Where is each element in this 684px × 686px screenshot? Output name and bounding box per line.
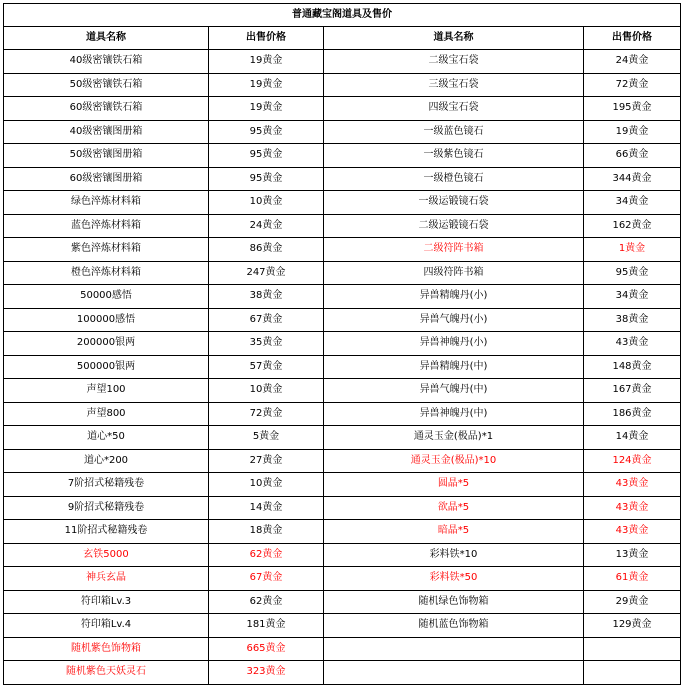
right-item-price: 66黄金 bbox=[584, 144, 681, 168]
left-item-name: 200000银两 bbox=[4, 332, 209, 356]
left-item-name: 玄铁5000 bbox=[4, 543, 209, 567]
left-item-name: 符印箱Lv.3 bbox=[4, 590, 209, 614]
right-item-name: 随机绿色饰物箱 bbox=[324, 590, 584, 614]
table-row bbox=[4, 402, 681, 426]
left-item-price: 10黄金 bbox=[209, 191, 324, 215]
right-item-name: 异兽神魄丹(小) bbox=[324, 332, 584, 356]
table-row bbox=[4, 614, 681, 638]
right-item-name: 四级符阵书箱 bbox=[324, 261, 584, 285]
left-item-name: 绿色淬炼材料箱 bbox=[4, 191, 209, 215]
table-row bbox=[4, 661, 681, 685]
left-item-price: 95黄金 bbox=[209, 167, 324, 191]
table-row bbox=[4, 285, 681, 309]
right-item-name bbox=[324, 661, 584, 685]
left-item-price: 181黄金 bbox=[209, 614, 324, 638]
left-item-price: 27黄金 bbox=[209, 449, 324, 473]
left-item-name: 紫色淬炼材料箱 bbox=[4, 238, 209, 262]
table-row bbox=[4, 308, 681, 332]
left-item-price: 247黄金 bbox=[209, 261, 324, 285]
right-item-price: 162黄金 bbox=[584, 214, 681, 238]
right-item-price: 129黄金 bbox=[584, 614, 681, 638]
table-row bbox=[4, 50, 681, 74]
left-item-name: 11阶招式秘籍残卷 bbox=[4, 520, 209, 544]
left-item-name: 7阶招式秘籍残卷 bbox=[4, 473, 209, 497]
header-item-name-left: 道具名称 bbox=[4, 27, 209, 50]
header-price-right: 出售价格 bbox=[584, 27, 681, 50]
right-item-name: 一级蓝色镜石 bbox=[324, 120, 584, 144]
table-body bbox=[4, 50, 681, 685]
left-item-name: 声望800 bbox=[4, 402, 209, 426]
right-item-name: 一级橙色镜石 bbox=[324, 167, 584, 191]
right-item-price: 167黄金 bbox=[584, 379, 681, 403]
left-item-name: 100000感悟 bbox=[4, 308, 209, 332]
right-item-price: 34黄金 bbox=[584, 191, 681, 215]
header-row bbox=[4, 27, 681, 50]
left-item-price: 62黄金 bbox=[209, 543, 324, 567]
left-item-price: 67黄金 bbox=[209, 567, 324, 591]
table-row bbox=[4, 473, 681, 497]
table-title: 普通藏宝阁道具及售价 bbox=[3, 3, 681, 26]
left-item-price: 665黄金 bbox=[209, 637, 324, 661]
left-item-price: 67黄金 bbox=[209, 308, 324, 332]
right-item-price: 24黄金 bbox=[584, 50, 681, 74]
right-item-price: 19黄金 bbox=[584, 120, 681, 144]
left-item-name: 50000感悟 bbox=[4, 285, 209, 309]
table-row bbox=[4, 332, 681, 356]
table-row bbox=[4, 449, 681, 473]
table-row bbox=[4, 426, 681, 450]
table-row bbox=[4, 379, 681, 403]
left-item-name: 随机紫色饰物箱 bbox=[4, 637, 209, 661]
table-row bbox=[4, 590, 681, 614]
right-item-price: 29黄金 bbox=[584, 590, 681, 614]
left-item-name: 50级密镶铁石箱 bbox=[4, 73, 209, 97]
left-item-name: 500000银两 bbox=[4, 355, 209, 379]
left-item-price: 19黄金 bbox=[209, 50, 324, 74]
left-item-price: 18黄金 bbox=[209, 520, 324, 544]
left-item-price: 72黄金 bbox=[209, 402, 324, 426]
left-item-name: 9阶招式秘籍残卷 bbox=[4, 496, 209, 520]
right-item-name: 二级符阵书箱 bbox=[324, 238, 584, 262]
right-item-name: 通灵玉金(极品)*10 bbox=[324, 449, 584, 473]
right-item-price: 43黄金 bbox=[584, 496, 681, 520]
right-item-name: 三级宝石袋 bbox=[324, 73, 584, 97]
left-item-name: 60级密镶图册箱 bbox=[4, 167, 209, 191]
table-row bbox=[4, 355, 681, 379]
right-item-name: 四级宝石袋 bbox=[324, 97, 584, 121]
right-item-name: 通灵玉金(极品)*1 bbox=[324, 426, 584, 450]
left-item-price: 38黄金 bbox=[209, 285, 324, 309]
right-item-price: 43黄金 bbox=[584, 332, 681, 356]
left-item-price: 86黄金 bbox=[209, 238, 324, 262]
left-item-name: 50级密镶图册箱 bbox=[4, 144, 209, 168]
left-item-price: 24黄金 bbox=[209, 214, 324, 238]
table-row bbox=[4, 97, 681, 121]
right-item-name: 异兽气魄丹(小) bbox=[324, 308, 584, 332]
left-item-name: 神兵玄晶 bbox=[4, 567, 209, 591]
right-item-price: 195黄金 bbox=[584, 97, 681, 121]
right-item-name: 二级宝石袋 bbox=[324, 50, 584, 74]
left-item-price: 19黄金 bbox=[209, 97, 324, 121]
left-item-name: 40级密镶铁石箱 bbox=[4, 50, 209, 74]
right-item-name: 一级运锻镜石袋 bbox=[324, 191, 584, 215]
right-item-price bbox=[584, 661, 681, 685]
right-item-name: 随机蓝色饰物箱 bbox=[324, 614, 584, 638]
right-item-price: 43黄金 bbox=[584, 520, 681, 544]
right-item-price: 344黄金 bbox=[584, 167, 681, 191]
left-item-price: 57黄金 bbox=[209, 355, 324, 379]
table-row bbox=[4, 144, 681, 168]
table-row bbox=[4, 520, 681, 544]
right-item-name bbox=[324, 637, 584, 661]
table-row bbox=[4, 167, 681, 191]
left-item-price: 35黄金 bbox=[209, 332, 324, 356]
table-row bbox=[4, 214, 681, 238]
left-item-name: 随机紫色天妖灵石 bbox=[4, 661, 209, 685]
table-row bbox=[4, 496, 681, 520]
left-item-name: 60级密镶铁石箱 bbox=[4, 97, 209, 121]
left-item-price: 19黄金 bbox=[209, 73, 324, 97]
table-row bbox=[4, 120, 681, 144]
left-item-name: 道心*200 bbox=[4, 449, 209, 473]
right-item-price: 95黄金 bbox=[584, 261, 681, 285]
right-item-price: 72黄金 bbox=[584, 73, 681, 97]
right-item-price: 34黄金 bbox=[584, 285, 681, 309]
table-row bbox=[4, 191, 681, 215]
left-item-price: 10黄金 bbox=[209, 379, 324, 403]
table-row bbox=[4, 543, 681, 567]
left-item-price: 323黄金 bbox=[209, 661, 324, 685]
right-item-name: 二级运锻镜石袋 bbox=[324, 214, 584, 238]
right-item-price: 61黄金 bbox=[584, 567, 681, 591]
right-item-name: 暗晶*5 bbox=[324, 520, 584, 544]
right-item-name: 圆晶*5 bbox=[324, 473, 584, 497]
right-item-name: 异兽精魄丹(小) bbox=[324, 285, 584, 309]
header-item-name-right: 道具名称 bbox=[324, 27, 584, 50]
left-item-price: 62黄金 bbox=[209, 590, 324, 614]
right-item-name: 一级紫色镜石 bbox=[324, 144, 584, 168]
right-item-price bbox=[584, 637, 681, 661]
right-item-price: 13黄金 bbox=[584, 543, 681, 567]
header-price-left: 出售价格 bbox=[209, 27, 324, 50]
table-row bbox=[4, 73, 681, 97]
left-item-price: 14黄金 bbox=[209, 496, 324, 520]
right-item-price: 124黄金 bbox=[584, 449, 681, 473]
right-item-price: 43黄金 bbox=[584, 473, 681, 497]
right-item-name: 异兽精魄丹(中) bbox=[324, 355, 584, 379]
right-item-name: 欲晶*5 bbox=[324, 496, 584, 520]
left-item-price: 10黄金 bbox=[209, 473, 324, 497]
left-item-name: 声望100 bbox=[4, 379, 209, 403]
left-item-name: 橙色淬炼材料箱 bbox=[4, 261, 209, 285]
table-row bbox=[4, 637, 681, 661]
right-item-price: 1黄金 bbox=[584, 238, 681, 262]
table-row bbox=[4, 567, 681, 591]
table-row bbox=[4, 261, 681, 285]
right-item-name: 异兽气魄丹(中) bbox=[324, 379, 584, 403]
table-row bbox=[4, 238, 681, 262]
left-item-name: 道心*50 bbox=[4, 426, 209, 450]
left-item-price: 5黄金 bbox=[209, 426, 324, 450]
price-table bbox=[3, 3, 681, 685]
left-item-price: 95黄金 bbox=[209, 144, 324, 168]
right-item-price: 14黄金 bbox=[584, 426, 681, 450]
right-item-name: 彩料铁*50 bbox=[324, 567, 584, 591]
left-item-name: 40级密镶图册箱 bbox=[4, 120, 209, 144]
left-item-price: 95黄金 bbox=[209, 120, 324, 144]
left-item-name: 符印箱Lv.4 bbox=[4, 614, 209, 638]
right-item-name: 彩料铁*10 bbox=[324, 543, 584, 567]
right-item-price: 38黄金 bbox=[584, 308, 681, 332]
left-item-name: 蓝色淬炼材料箱 bbox=[4, 214, 209, 238]
right-item-price: 148黄金 bbox=[584, 355, 681, 379]
right-item-price: 186黄金 bbox=[584, 402, 681, 426]
right-item-name: 异兽神魄丹(中) bbox=[324, 402, 584, 426]
